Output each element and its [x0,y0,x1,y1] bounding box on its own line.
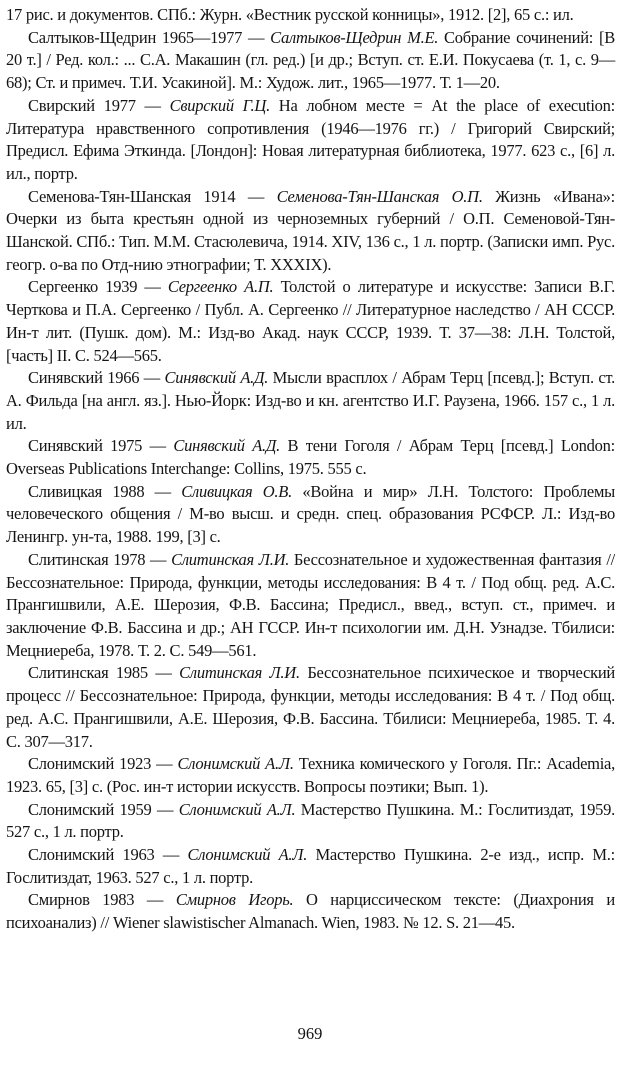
entry-author: Сливицкая О.В. [181,481,292,501]
bibliography-entry [6,367,615,435]
entry-lead: Свирский 1977 — [28,95,170,115]
bibliography-entry [6,27,615,95]
entry-body: О нарциссическом тексте: (Диахрония и психоанализ) // Wiener slawistischer Almanach. Wien, 1983. № 12. S. 21—45. [6,890,615,933]
bibliography-entry [6,549,615,663]
entry-body: Толстой о литературе и искусстве: Записи В.Г. Черткова и П.А. Сергеенко / Публ. А. Сергеенко // Литературное наследство / АН СССР. Ин-т лит. (Пушк. дом). М.: Изд-во Акад. наук СССР, 1939. Т. 37—38: Л.Н. Толстой, [часть] II. С. 524—565. [6,277,615,365]
bibliography-entry [6,186,615,277]
entry-body: «Война и мир» Л.Н. Толстого: Проблемы человеческого общения / М-во высш. и средн. спец. образования РСФСР. Л.: Изд-во Ленингр. ун-та, 1988. 199, [3] с. [6,481,615,547]
bibliography-entry [6,662,615,753]
entry-author: Слитинская Л.И. [179,663,300,683]
entry-author: Салтыков-Щедрин М.Е. [270,27,439,47]
bibliography-page [6,4,615,935]
entry-body: Мастерство Пушкина. М.: Гослитиздат, 1959. 527 с., 1 л. портр. [6,799,615,842]
bibliography-entry [6,4,615,27]
entry-body: В тени Гоголя / Абрам Терц [псевд.] London: Overseas Publications Interchange: Collins, 1975. 555 с. [6,436,615,479]
entry-author: Сергеенко А.П. [167,277,274,297]
entry-body: 17 рис. и документов. СПб.: Журн. «Вестник русской конницы», 1912. [2], 65 с.: ил. [6,5,574,24]
entry-lead: Семенова-Тян-Шанская 1914 — [28,186,277,206]
entry-body: Мысли врасплох / Абрам Терц [псевд.]; Вступ. ст. А. Фильда [на англ. яз.]. Нью-Йорк: Изд-во и кн. агентство И.Г. Раузена, 1966. 157 с., 1 л. ил. [6,368,615,433]
bibliography-entry [6,799,615,844]
entry-lead: Синявский 1975 — [28,436,174,456]
bibliography-entry [6,276,615,367]
entry-author: Синявский А.Д. [173,436,281,456]
entry-author: Смирнов Игорь. [175,890,294,910]
entry-lead: Синявский 1966 — [28,368,165,388]
bibliography-entry [6,753,615,798]
entry-author: Синявский А.Д. [164,368,269,388]
entry-body: На лобном месте = At the place of execution: Литература нравственного сопротивления (1946—1976 гг.) / Григорий Свирский; Предисл. Ефима Эткинда. [Лондон]: Новая литературная библиотека, 1977. 623 с., [6] л. ил., портр. [6,95,615,183]
entry-author: Слонимский А.Л. [177,754,294,774]
entry-body: Бессознательное психическое и творческий процесс // Бессознательное: Природа, функции, методы исследования: В 4 т. / Под общ. ред. А.С. Прангишвили, А.Е. Шерозия, Ф.В. Бассина. Тбилиси: Мецниереба, 1985. Т. 4. С. 307—317. [6,663,615,751]
bibliography-entry [6,844,615,889]
entry-author: Слитинская Л.И. [171,549,290,569]
entry-body: Техника комического у Гоголя. Пг.: Academia, 1923. 65, [3] с. (Рос. ин-т истории искусств. Вопросы поэтики; Вып. 1). [6,754,616,796]
bibliography-entry [6,435,615,480]
entry-lead: Сергеенко 1939 — [28,277,168,297]
entry-lead: Слонимский 1959 — [28,799,179,819]
bibliography-entry [6,95,615,186]
entry-lead: Слонимский 1923 — [28,754,178,774]
entry-author: Свирский Г.Ц. [169,95,270,115]
entry-author: Слонимский А.Л. [187,845,308,865]
entry-body: Собрание сочинений: [В 20 т.] / Ред. кол.: ... С.А. Макашин (гл. ред.) [и др.; Вступ. ст. Е.И. Покусаева (т. 1, с. 9—68); Ст. и примеч. Т.И. Усакиной]. М.: Худож. лит., 1965—1977. Т. 1—20. [6,27,615,93]
entry-lead: Сливицкая 1988 — [28,481,182,501]
entry-lead: Слитинская 1985 — [28,663,180,683]
entry-lead: Салтыков-Щедрин 1965—1977 — [28,27,271,47]
bibliography-entry [6,481,615,549]
entry-lead: Слитинская 1978 — [28,549,172,569]
page-number: 969 [297,1024,323,1043]
entry-body: Бессознательное и художественная фантазия // Бессознательное: Природа, функции, методы исследования: В 4 т. / Под общ. ред. А.С. Прангишвили, А.Е. Шерозия, Ф.В. Бассина; Предисл., введ., вступ. ст., примеч. и заключение Ф.В. Бассина и др.; АН ГССР. Ин-т психологии им. Д.Н. Узнадзе. Тбилиси: Мецниереба, 1978. Т. 2. С. 549—561. [6,549,615,660]
entry-body: Жизнь «Ивана»: Очерки из быта крестьян одной из черноземных губерний / О.П. Семеновой-Тян-Шанской. СПб.: Тип. М.М. Стасюлевича, 1914. XIV, 136 с., 1 л. портр. (Записки имп. Рус. геогр. о-ва по Отд-нию этнографии; Т. XXXIX). [6,186,616,274]
entry-author: Семенова-Тян-Шанская О.П. [276,186,483,206]
bibliography-entry [6,889,615,934]
entry-lead: Смирнов 1983 — [28,890,176,910]
entry-author: Слонимский А.Л. [178,799,296,819]
entry-lead: Слонимский 1963 — [28,845,188,865]
entry-body: Мастерство Пушкина. 2-е изд., испр. М.: Гослитиздат, 1963. 527 с., 1 л. портр. [6,845,616,887]
